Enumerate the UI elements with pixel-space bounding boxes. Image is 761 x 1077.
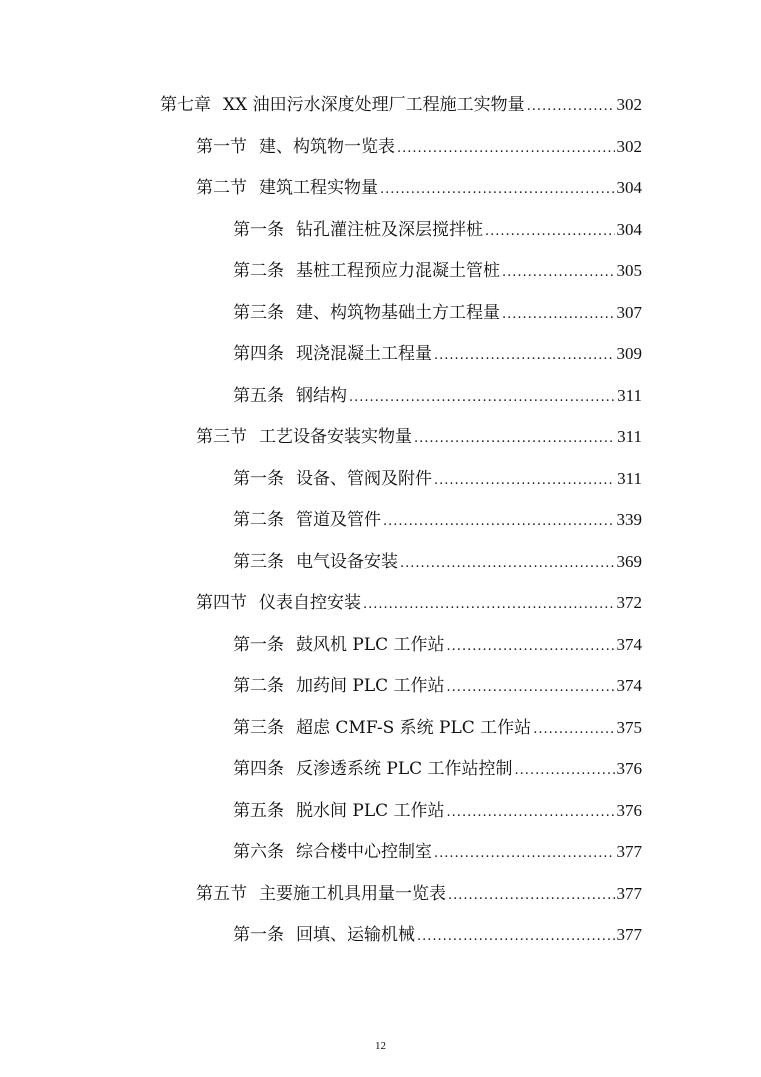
toc-entry-page: 311 <box>617 427 642 446</box>
toc-entry[interactable] <box>0 173 761 215</box>
toc-entry-page: 305 <box>616 261 642 280</box>
toc-entry[interactable] <box>0 215 761 257</box>
toc-entry[interactable] <box>0 256 761 298</box>
toc-entry-title: 设备、管阀及附件 <box>296 468 432 489</box>
toc-entry[interactable] <box>0 713 761 755</box>
toc-entry[interactable] <box>0 464 761 506</box>
toc-entry[interactable] <box>0 547 761 589</box>
toc-dot-leader <box>400 556 615 571</box>
toc-entry-title: XX 油田污水深度处理厂工程施工实物量 <box>223 95 525 115</box>
toc-dot-leader <box>448 888 615 903</box>
toc-entry-title: 电气设备安装 <box>296 551 398 572</box>
toc-dot-leader <box>447 805 615 820</box>
toc-entry-page: 311 <box>617 385 642 405</box>
toc-entry-number: 第五节 <box>196 883 247 904</box>
toc-entry[interactable] <box>0 920 761 962</box>
toc-dot-leader <box>397 141 615 156</box>
toc-entry-page: 374 <box>616 634 642 654</box>
toc-entry-number: 第一条 <box>233 219 284 240</box>
toc-entry-page: 377 <box>616 925 642 944</box>
toc-dot-leader <box>485 224 615 239</box>
toc-dot-leader <box>527 99 615 114</box>
toc-entry-page: 309 <box>616 344 642 363</box>
toc-entry[interactable] <box>0 588 761 630</box>
toc-entry-number: 第二节 <box>196 178 247 198</box>
toc-entry[interactable] <box>0 381 761 423</box>
toc-entry-number: 第三条 <box>233 302 284 323</box>
toc-dot-leader <box>533 722 614 737</box>
toc-dot-leader <box>447 639 615 654</box>
toc-entry-page: 376 <box>616 759 642 778</box>
toc-entry[interactable] <box>0 796 761 838</box>
toc-entry-page: 307 <box>616 302 642 322</box>
toc-entry-title: 主要施工机具用量一览表 <box>259 883 446 904</box>
toc-entry[interactable] <box>0 505 761 547</box>
toc-dot-leader <box>502 307 615 322</box>
toc-dot-leader <box>363 597 615 612</box>
toc-entry-number: 第一节 <box>196 136 247 157</box>
toc-dot-leader <box>383 514 615 529</box>
toc-entry-title: 反渗透系统 PLC 工作站控制 <box>296 759 513 779</box>
toc-entry-title: 回填、运输机械 <box>296 925 415 945</box>
toc-dot-leader <box>380 182 615 197</box>
toc-entry-number: 第三条 <box>233 717 284 738</box>
toc-dot-leader <box>502 265 615 280</box>
toc-entry-title: 钻孔灌注桩及深层搅拌桩 <box>296 219 483 240</box>
table-of-contents <box>0 90 761 962</box>
toc-entry-page: 302 <box>616 95 642 114</box>
toc-entry-title: 加药间 PLC 工作站 <box>296 676 445 696</box>
toc-entry-title: 超虑 CMF-S 系统 PLC 工作站 <box>296 717 532 738</box>
toc-entry-number: 第四条 <box>233 344 284 364</box>
toc-entry-number: 第一条 <box>233 468 284 489</box>
toc-entry[interactable] <box>0 630 761 672</box>
toc-dot-leader <box>434 348 615 363</box>
toc-entry-title: 鼓风机 PLC 工作站 <box>296 634 445 655</box>
toc-entry-title: 脱水间 PLC 工作站 <box>296 800 445 821</box>
toc-entry-title: 管道及管件 <box>296 510 381 530</box>
toc-entry[interactable] <box>0 671 761 713</box>
toc-dot-leader <box>434 846 615 861</box>
toc-dot-leader <box>417 929 615 944</box>
toc-entry[interactable] <box>0 879 761 921</box>
toc-entry-page: 304 <box>616 219 642 239</box>
toc-entry-title: 仪表自控安装 <box>259 593 361 613</box>
toc-entry-number: 第二条 <box>233 261 284 281</box>
toc-entry[interactable] <box>0 132 761 174</box>
toc-entry-page: 372 <box>616 593 642 612</box>
toc-entry[interactable] <box>0 339 761 381</box>
toc-entry-number: 第四节 <box>196 593 247 613</box>
toc-entry[interactable] <box>0 754 761 796</box>
toc-entry[interactable] <box>0 837 761 879</box>
toc-entry-page: 369 <box>616 551 642 571</box>
toc-entry-title: 现浇混凝土工程量 <box>296 344 432 364</box>
toc-dot-leader <box>515 763 615 778</box>
toc-entry-number: 第三条 <box>233 551 284 572</box>
toc-entry-page: 302 <box>616 136 642 156</box>
toc-entry-title: 建、构筑物基础土方工程量 <box>296 302 500 323</box>
toc-entry-number: 第二条 <box>233 510 284 530</box>
toc-entry[interactable] <box>0 298 761 340</box>
toc-dot-leader <box>414 431 615 446</box>
toc-entry-number: 第七章 <box>160 95 211 115</box>
toc-entry-page: 374 <box>616 676 642 695</box>
toc-entry-title: 建、构筑物一览表 <box>259 136 395 157</box>
toc-entry-title: 基桩工程预应力混凝土管桩 <box>296 261 500 281</box>
toc-dot-leader <box>447 680 615 695</box>
toc-entry-page: 375 <box>616 717 642 737</box>
toc-entry-number: 第二条 <box>233 676 284 696</box>
toc-entry[interactable] <box>0 90 761 132</box>
toc-entry[interactable] <box>0 422 761 464</box>
toc-entry-title: 建筑工程实物量 <box>259 178 378 198</box>
toc-entry-page: 339 <box>616 510 642 529</box>
toc-entry-number: 第五条 <box>233 800 284 821</box>
toc-entry-page: 377 <box>616 842 642 861</box>
toc-dot-leader <box>349 390 615 405</box>
toc-entry-title: 综合楼中心控制室 <box>296 842 432 862</box>
toc-entry-page: 304 <box>616 178 642 197</box>
page-number: 12 <box>375 1040 386 1052</box>
toc-entry-title: 钢结构 <box>296 385 347 406</box>
toc-entry-number: 第四条 <box>233 759 284 779</box>
toc-entry-number: 第五条 <box>233 385 284 406</box>
toc-entry-page: 377 <box>616 883 642 903</box>
toc-entry-page: 311 <box>617 468 642 488</box>
toc-entry-number: 第三节 <box>196 427 247 447</box>
toc-entry-number: 第一条 <box>233 925 284 945</box>
toc-dot-leader <box>434 473 615 488</box>
toc-entry-title: 工艺设备安装实物量 <box>259 427 412 447</box>
toc-entry-number: 第一条 <box>233 634 284 655</box>
toc-entry-page: 376 <box>616 800 642 820</box>
toc-entry-number: 第六条 <box>233 842 284 862</box>
